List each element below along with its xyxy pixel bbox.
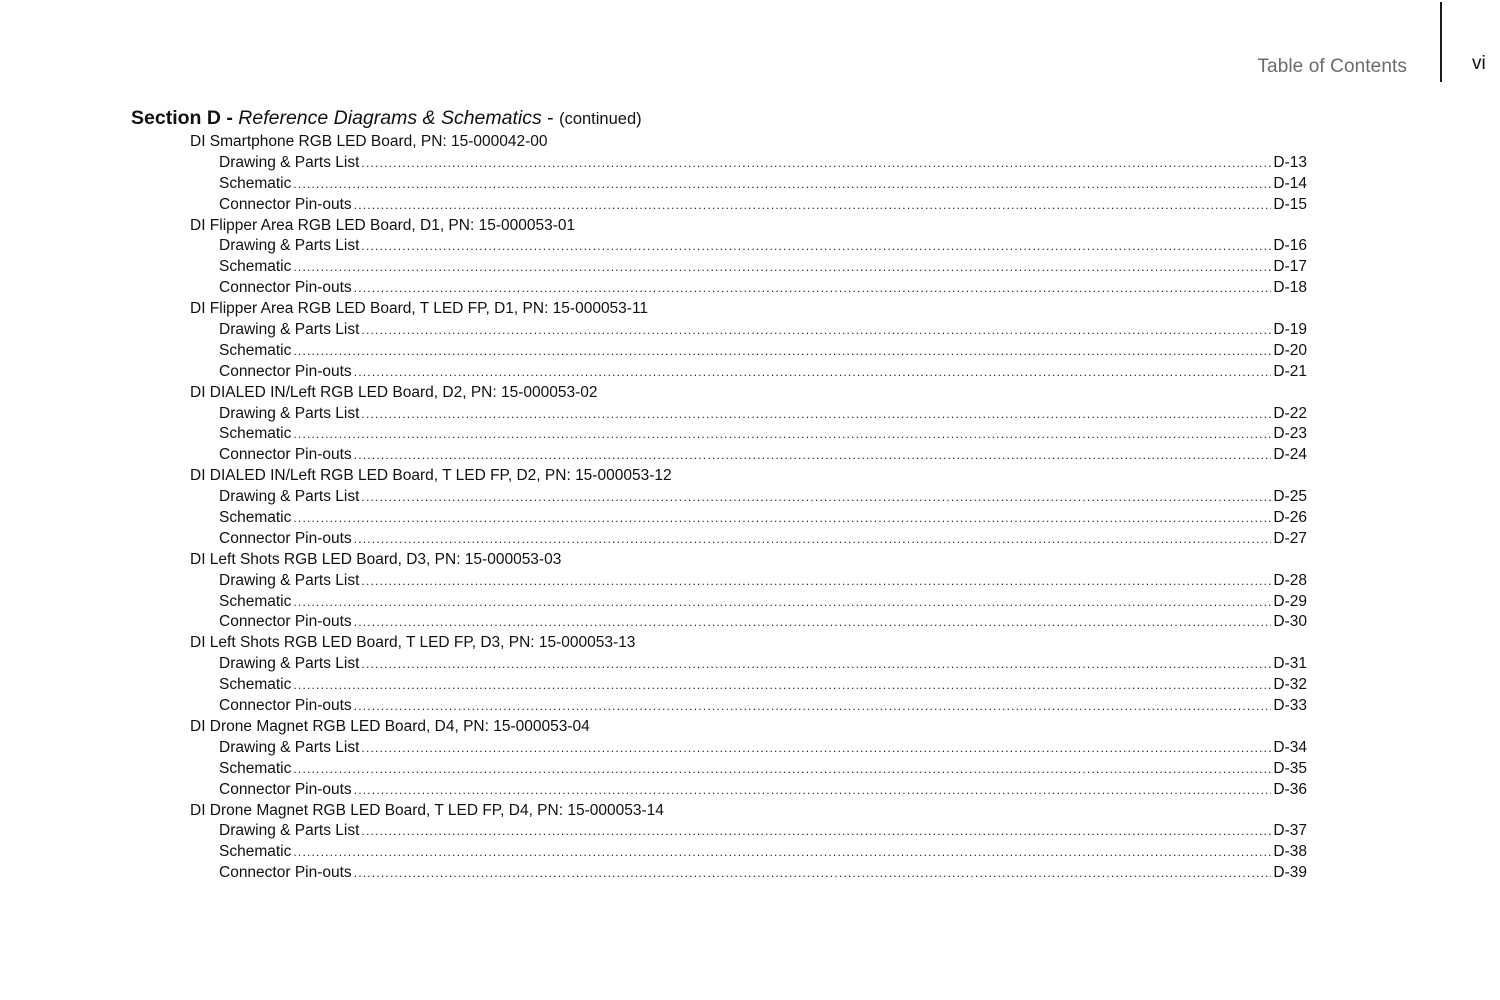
dot-leader: [361, 236, 1271, 257]
toc-group-title[interactable]: DI Flipper Area RGB LED Board, T LED FP, D1, PN: 15-000053-11: [190, 300, 649, 318]
toc-entry[interactable]: [219, 320, 1307, 341]
toc-entry-label: Schematic: [219, 592, 292, 610]
toc-entry[interactable]: [219, 654, 1307, 675]
dot-leader: [354, 863, 1272, 884]
dot-leader: [293, 424, 1271, 445]
toc-entry-label: Schematic: [219, 759, 292, 777]
toc-entry[interactable]: [219, 675, 1307, 696]
toc-group-title[interactable]: DI Flipper Area RGB LED Board, D1, PN: 15-000053-01: [190, 216, 576, 234]
dot-leader: [361, 404, 1271, 425]
page-header: [1257, 52, 1424, 82]
dot-leader: [293, 592, 1271, 613]
toc-entry-page: D-15: [1273, 195, 1307, 213]
dot-leader: [354, 780, 1272, 801]
dot-leader: [293, 174, 1271, 195]
toc-entry[interactable]: [219, 612, 1307, 633]
toc-entry-label: Drawing & Parts List: [219, 738, 360, 756]
toc-entry[interactable]: [219, 153, 1307, 174]
toc-entry-label: Drawing & Parts List: [219, 822, 360, 840]
toc-entry[interactable]: [219, 738, 1307, 759]
dot-leader: [354, 612, 1272, 633]
section-dash: -: [541, 107, 560, 129]
section-title: Reference Diagrams & Schematics: [238, 107, 542, 129]
toc-entry-label: Connector Pin-outs: [219, 195, 352, 213]
toc-entry-label: Connector Pin-outs: [219, 780, 352, 798]
toc-entry[interactable]: [219, 842, 1307, 863]
dot-leader: [354, 362, 1272, 383]
toc-group-title[interactable]: DI DIALED IN/Left RGB LED Board, D2, PN: 15-000053-02: [190, 383, 598, 401]
toc-entry-page: D-33: [1273, 697, 1307, 715]
toc-entry[interactable]: [219, 195, 1307, 216]
toc-entry-page: D-32: [1273, 676, 1307, 694]
toc-entry[interactable]: [219, 404, 1307, 425]
toc-groups: [131, 132, 1307, 884]
toc-entry-label: Schematic: [219, 425, 292, 443]
dot-leader: [354, 445, 1272, 466]
toc-entry-label: Drawing & Parts List: [219, 153, 360, 171]
toc-group-title[interactable]: DI Left Shots RGB LED Board, D3, PN: 15-000053-03: [190, 550, 562, 568]
toc-entry-page: D-35: [1273, 759, 1307, 777]
toc-entry[interactable]: [219, 424, 1307, 445]
toc-entry-label: Schematic: [219, 509, 292, 527]
dot-leader: [361, 487, 1271, 508]
toc-entry-label: Connector Pin-outs: [219, 529, 352, 547]
toc-group-title[interactable]: DI Drone Magnet RGB LED Board, T LED FP, D4, PN: 15-000053-14: [190, 801, 664, 819]
toc-entry-label: Schematic: [219, 676, 292, 694]
toc-entry-label: Connector Pin-outs: [219, 864, 352, 882]
toc-entry-page: D-20: [1273, 341, 1307, 359]
section-continued: (continued): [559, 110, 642, 128]
toc-entry[interactable]: [219, 362, 1307, 383]
toc-entry-page: D-23: [1273, 425, 1307, 443]
toc-content: [131, 104, 1307, 884]
toc-entry-page: D-26: [1273, 509, 1307, 527]
dot-leader: [361, 320, 1271, 341]
dot-leader: [293, 341, 1271, 362]
toc-entry-label: Connector Pin-outs: [219, 446, 352, 464]
toc-group-title[interactable]: DI DIALED IN/Left RGB LED Board, T LED FP, D2, PN: 15-000053-12: [190, 467, 672, 485]
toc-entry-page: D-27: [1273, 529, 1307, 547]
dot-leader: [293, 675, 1271, 696]
toc-entry[interactable]: [219, 592, 1307, 613]
toc-entry-page: D-25: [1273, 488, 1307, 506]
toc-entry-label: Drawing & Parts List: [219, 655, 360, 673]
toc-entry[interactable]: [219, 508, 1307, 529]
toc-entry-page: D-14: [1273, 174, 1307, 192]
dot-leader: [354, 195, 1272, 216]
toc-group-title[interactable]: DI Left Shots RGB LED Board, T LED FP, D3, PN: 15-000053-13: [190, 634, 636, 652]
toc-entry-label: Schematic: [219, 174, 292, 192]
toc-entry[interactable]: [219, 487, 1307, 508]
toc-entry[interactable]: [219, 780, 1307, 801]
toc-entry-page: D-18: [1273, 279, 1307, 297]
toc-entry-page: D-28: [1273, 571, 1307, 589]
toc-entry-label: Connector Pin-outs: [219, 279, 352, 297]
toc-entry-page: D-36: [1273, 780, 1307, 798]
toc-entry-page: D-24: [1273, 446, 1307, 464]
toc-entry[interactable]: [219, 863, 1307, 884]
dot-leader: [361, 654, 1271, 675]
toc-entry[interactable]: [219, 257, 1307, 278]
toc-entry-label: Drawing & Parts List: [219, 237, 360, 255]
dot-leader: [361, 821, 1271, 842]
toc-entry[interactable]: [219, 445, 1307, 466]
dot-leader: [293, 842, 1271, 863]
dot-leader: [354, 529, 1272, 550]
toc-entry-page: D-38: [1273, 843, 1307, 861]
toc-entry-page: D-30: [1273, 613, 1307, 631]
toc-entry[interactable]: [219, 174, 1307, 195]
toc-entry-page: D-31: [1273, 655, 1307, 673]
toc-entry[interactable]: [219, 341, 1307, 362]
toc-entry[interactable]: [219, 278, 1307, 299]
running-header-title: Table of Contents: [1257, 56, 1407, 77]
section-separator: -: [220, 107, 239, 129]
toc-entry-page: D-37: [1273, 822, 1307, 840]
dot-leader: [361, 571, 1271, 592]
section-name: Section D: [131, 107, 221, 129]
toc-entry[interactable]: [219, 696, 1307, 717]
toc-group-title[interactable]: DI Drone Magnet RGB LED Board, D4, PN: 15-000053-04: [190, 717, 590, 735]
toc-entry-page: D-13: [1273, 153, 1307, 171]
dot-leader: [354, 696, 1272, 717]
toc-entry-page: D-16: [1273, 237, 1307, 255]
dot-leader: [361, 153, 1271, 174]
toc-entry[interactable]: [219, 759, 1307, 780]
toc-entry-label: Schematic: [219, 843, 292, 861]
toc-entry-page: D-29: [1273, 592, 1307, 610]
toc-entry-label: Drawing & Parts List: [219, 571, 360, 589]
toc-entry-page: D-21: [1273, 362, 1307, 380]
toc-entry[interactable]: [219, 236, 1307, 257]
toc-entry-page: D-34: [1273, 738, 1307, 756]
toc-entry-label: Connector Pin-outs: [219, 613, 352, 631]
toc-entry-label: Connector Pin-outs: [219, 362, 352, 380]
toc-group-title[interactable]: DI Smartphone RGB LED Board, PN: 15-000042-00: [190, 133, 548, 150]
toc-entry[interactable]: [219, 821, 1307, 842]
dot-leader: [361, 738, 1271, 759]
toc-entry-page: D-17: [1273, 258, 1307, 276]
toc-entry-label: Connector Pin-outs: [219, 697, 352, 715]
dot-leader: [354, 278, 1272, 299]
dot-leader: [293, 759, 1271, 780]
dot-leader: [293, 508, 1271, 529]
dot-leader: [293, 257, 1271, 278]
page-number: vi: [1472, 53, 1486, 74]
toc-entry-label: Drawing & Parts List: [219, 488, 360, 506]
section-heading: [131, 104, 1307, 132]
toc-entry-page: D-39: [1273, 864, 1307, 882]
toc-entry-label: Schematic: [219, 341, 292, 359]
toc-entry[interactable]: [219, 529, 1307, 550]
toc-entry-label: Schematic: [219, 258, 292, 276]
header-divider: [1440, 2, 1442, 82]
toc-entry-page: D-22: [1273, 404, 1307, 422]
toc-entry-label: Drawing & Parts List: [219, 321, 360, 339]
toc-entry-label: Drawing & Parts List: [219, 404, 360, 422]
toc-entry-page: D-19: [1273, 321, 1307, 339]
toc-entry[interactable]: [219, 571, 1307, 592]
